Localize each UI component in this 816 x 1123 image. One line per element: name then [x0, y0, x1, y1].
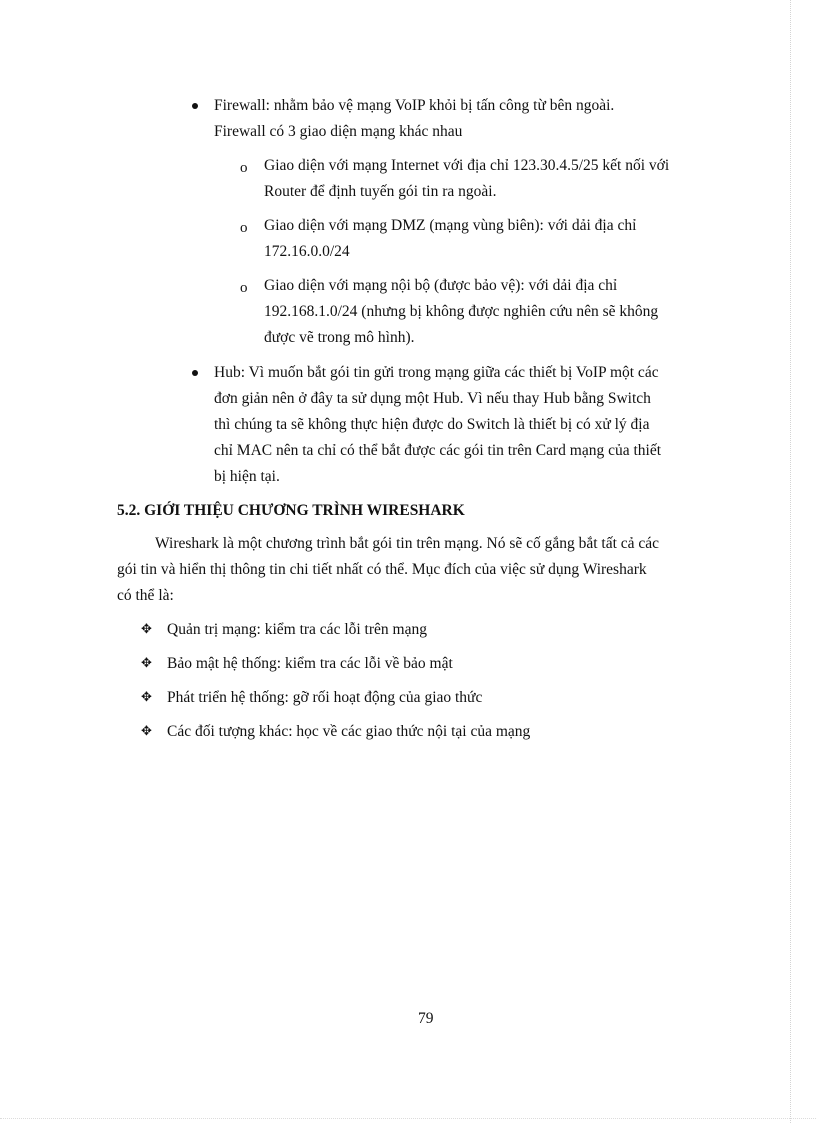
- hub-line-5: bị hiện tại.: [214, 468, 280, 485]
- subitem-2-line-2: 172.16.0.0/24: [264, 243, 350, 260]
- subitem-1-line-1: Giao diện với mạng Internet với địa chỉ 123.30.4.5/25 kết nối với: [264, 157, 670, 174]
- paragraph-line-2: gói tin và hiển thị thông tin chi tiết nhất có thể. Mục đích của việc sử dụng Wireshark: [117, 561, 647, 578]
- hub-line-3: thì chúng ta sẽ không thực hiện được do Switch là thiết bị có xử lý địa: [214, 416, 650, 433]
- subitem-2-line-1: Giao diện với mạng DMZ (mạng vùng biên): với dải địa chỉ: [264, 217, 637, 234]
- bullet-dot-icon: [192, 370, 198, 376]
- diamond-bullet-icon: ✥: [141, 656, 152, 671]
- sub-bullet-o-1: o: [240, 160, 248, 176]
- subitem-3-line-1: Giao diện với mạng nội bộ (được bảo vệ): với dải địa chỉ: [264, 277, 618, 294]
- diamond-bullet-icon: ✥: [141, 690, 152, 705]
- diamond-bullet-icon: ✥: [141, 622, 152, 637]
- purpose-item-3: Phát triển hệ thống: gỡ rối hoạt động của giao thức: [167, 689, 483, 706]
- hub-line-4: chỉ MAC nên ta chỉ có thể bắt được các gói tin trên Card mạng của thiết: [214, 442, 662, 459]
- hub-line-2: đơn giản nên ở đây ta sử dụng một Hub. Vì nếu thay Hub bằng Switch: [214, 390, 651, 407]
- purpose-item-2: Bảo mật hệ thống: kiểm tra các lỗi về bảo mật: [167, 655, 453, 672]
- subitem-3-line-3: được vẽ trong mô hình).: [264, 329, 415, 346]
- firewall-line-2: Firewall có 3 giao diện mạng khác nhau: [214, 123, 463, 140]
- paragraph-line-1: Wireshark là một chương trình bắt gói tin trên mạng. Nó sẽ cố gắng bắt tất cả các: [155, 535, 660, 552]
- page-number: 79: [418, 1010, 434, 1027]
- subitem-3-line-2: 192.168.1.0/24 (nhưng bị không được nghiên cứu nên sẽ không: [264, 303, 659, 320]
- sub-bullet-o-3: o: [240, 280, 248, 296]
- purpose-item-1: Quản trị mạng: kiểm tra các lỗi trên mạng: [167, 621, 427, 638]
- paragraph-line-3: có thể là:: [117, 587, 174, 604]
- hub-line-1: Hub: Vì muốn bắt gói tin gửi trong mạng giữa các thiết bị VoIP một các: [214, 364, 659, 381]
- bullet-dot-icon: [192, 103, 198, 109]
- sub-bullet-o-2: o: [240, 220, 248, 236]
- margin-guide: [790, 0, 791, 1123]
- section-heading: 5.2. GIỚI THIỆU CHƯƠNG TRÌNH WIRESHARK: [117, 502, 465, 519]
- firewall-line-1: Firewall: nhằm bảo vệ mạng VoIP khỏi bị tấn công từ bên ngoài.: [214, 97, 615, 114]
- purpose-item-4: Các đối tượng khác: học về các giao thức nội tại của mạng: [167, 723, 531, 740]
- bottom-guide: [0, 1118, 816, 1119]
- diamond-bullet-icon: ✥: [141, 724, 152, 739]
- subitem-1-line-2: Router để định tuyến gói tin ra ngoài.: [264, 183, 497, 200]
